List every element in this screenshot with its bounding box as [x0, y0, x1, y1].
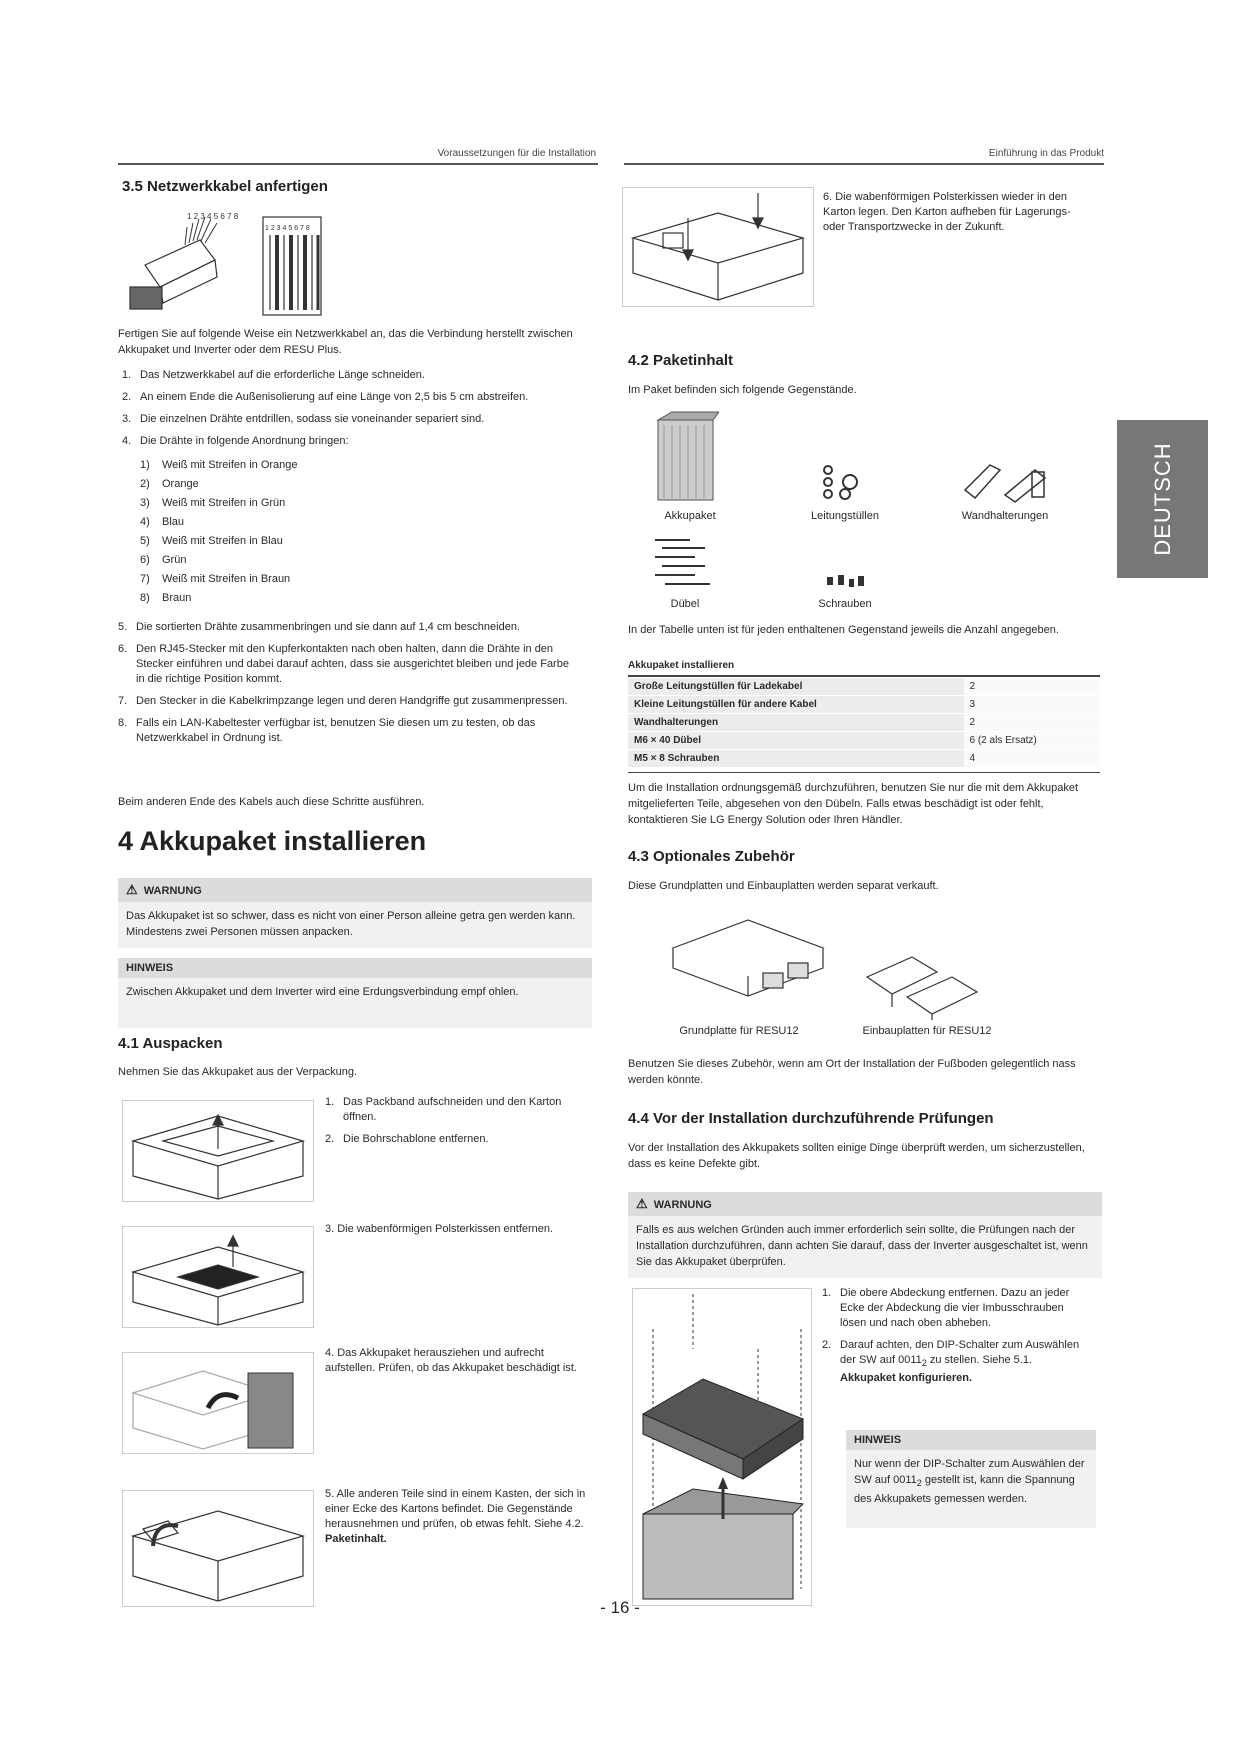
section-3-5-title: 3.5 Netzwerkkabel anfertigen	[122, 178, 328, 195]
caption-mounting-plates: Einbauplatten für RESU12	[862, 1025, 992, 1037]
table-bottom-rule	[628, 772, 1100, 773]
section-4-1-intro: Nehmen Sie das Akkupaket aus der Verpackung.	[118, 1066, 358, 1078]
section-4-3-intro: Diese Grundplatten und Einbauplatten werden separat verkauft.	[628, 880, 939, 892]
section-4-4-title: 4.4 Vor der Installation durchzuführende Prüfungen	[628, 1110, 994, 1127]
note-text: Nur wenn der DIP-Schalter zum Auswählen der SW auf $0011_2$ gestellt ist, kann die Spannung des Akkupakets gemessen werden.	[854, 1458, 1085, 1506]
list-item: 1. Das Packband aufschneiden und den Karton öffnen.	[325, 1096, 562, 1123]
list-item: 1. Das Netzwerkkabel auf die erforderliche Länge schneiden.	[122, 369, 425, 381]
rj45-connector-figure	[125, 205, 325, 320]
svg-text:1 2 3 4 5 6 7 8: 1 2 3 4 5 6 7 8	[187, 212, 239, 221]
note-label: HINWEIS	[846, 1430, 1096, 1450]
dowel-image	[650, 535, 720, 593]
header-right: Einführung in das Produkt	[988, 148, 1104, 159]
list-item: 7. Den Stecker in die Kabelkrimpzange legen und deren Handgriffe gut zusammenpressen.	[118, 695, 568, 707]
list-item: 3) Weiß mit Streifen in Grün	[140, 497, 286, 509]
check-steps	[822, 1286, 1086, 1393]
language-tab: DEUTSCH	[1117, 420, 1208, 578]
section-3-5-outro: Beim anderen Ende des Kabels auch diese Schritte ausführen.	[118, 796, 425, 808]
list-item: 2. Die Bohrschablone entfernen.	[325, 1133, 489, 1145]
battery-pack-image	[654, 410, 719, 505]
item-label-glands: Leitungstüllen	[811, 510, 879, 522]
list-item: 1) Weiß mit Streifen in Orange	[140, 459, 298, 471]
list-item: 8) Braun	[140, 592, 192, 604]
section-4-3-title: 4.3 Optionales Zubehör	[628, 848, 795, 865]
repack-figure	[622, 187, 814, 307]
section-4-2-outro: Um die Installation ordnungsgemäß durchzuführen, benutzen Sie nur die mit dem Akkupaket mitgelieferten Teile, abgesehen von den Dübeln. Falls etwas beschädigt ist oder fehlt, kontaktieren Sie LG Energy Solution oder Ihren Händler.	[628, 782, 1079, 826]
cover-removal-figure	[632, 1288, 812, 1606]
caption-base-plate: Grundplatte für RESU12	[679, 1025, 799, 1037]
header-left: Voraussetzungen für die Installation	[437, 148, 596, 159]
table-intro: In der Tabelle unten ist für jeden enthaltenen Gegenstand jeweils die Anzahl angegeben.	[628, 624, 1059, 636]
section-4-3-outro: Benutzen Sie dieses Zubehör, wenn am Ort der Installation der Fußboden gelegentlich nass werden könnte.	[628, 1058, 1076, 1086]
mounting-plate-image	[862, 952, 992, 1022]
unpack-step-6: 6. Die wabenförmigen Polsterkissen wieder in den Karton legen. Den Karton aufheben für Lagerungs- oder Transportzwecke in der Zukunft.	[823, 191, 1071, 233]
table-title: Akkupaket installieren	[628, 660, 735, 671]
warning-text: Das Akkupaket ist so schwer, dass es nicht von einer Person alleine getra gen werden kann. Mindestens zwei Personen müssen anpacken.	[126, 910, 576, 938]
note-box	[118, 958, 592, 1028]
list-item: 7) Weiß mit Streifen in Braun	[140, 573, 291, 585]
list-item: 6. Den RJ45-Stecker mit den Kupferkontakten nach oben halten, dann die Drähte in den Stecker einführen und dabei darauf achten, dass sie ausgerichtet bleiben und jede Farbe in die richtige Position kommt.	[118, 643, 569, 685]
page-number: - 16 -	[600, 1598, 640, 1617]
header-rule-left	[118, 163, 598, 165]
item-label-battery: Akkupaket	[664, 510, 716, 522]
list-item: 2. Darauf achten, den DIP-Schalter zum Auswählen der SW auf $0011_2$ zu stellen. Siehe 5.1. Akkupaket konfigurieren.	[822, 1339, 1080, 1385]
list-item: 4) Blau	[140, 516, 185, 528]
unpack-figure-3	[122, 1352, 314, 1454]
list-item: 8. Falls ein LAN-Kabeltester verfügbar ist, benutzen Sie diesen um zu testen, ob das Netzwerkkabel in Ordnung ist.	[118, 717, 536, 744]
list-item: 6) Grün	[140, 554, 187, 566]
section-4-4-intro: Vor der Installation des Akkupakets sollten einige Dinge überprüft werden, um sicherzustellen, dass es keine Defekte gibt.	[628, 1142, 1085, 1170]
unpack-step-3: 3. Die wabenförmigen Polsterkissen entfernen.	[325, 1223, 554, 1235]
table-row: Wandhalterungen 2	[628, 714, 1100, 732]
warning-box	[118, 878, 592, 948]
warning-label: WARNUNG	[143, 885, 202, 897]
item-label-dowels: Dübel	[670, 598, 700, 610]
table-row: M5 × 8 Schrauben 4	[628, 750, 1100, 768]
base-plate-image	[668, 918, 828, 1013]
unpack-figure-1	[122, 1100, 314, 1202]
warning-icon: ⚠	[126, 882, 138, 897]
cable-gland-image	[820, 462, 870, 502]
list-item: 3. Die einzelnen Drähte entdrillen, sodass sie voneinander separiert sind.	[122, 413, 485, 425]
note-label: HINWEIS	[118, 958, 592, 978]
list-item: 5) Weiß mit Streifen in Blau	[140, 535, 283, 547]
wire-order-list	[140, 458, 540, 610]
list-item: 2) Orange	[140, 478, 199, 490]
warning-label: WARNUNG	[653, 1199, 712, 1211]
table-top-rule	[628, 675, 1100, 677]
chapter-4-title: 4 Akkupaket installieren	[118, 826, 427, 856]
unpack-step-5: 5. Alle anderen Teile sind in einem Kasten, der sich in einer Ecke des Kartons befindet. Die Gegenstände herausnehmen und prüfen, ob etwas fehlt. Siehe 4.2. Paketinhalt.	[325, 1488, 586, 1545]
note-text: Zwischen Akkupaket und dem Inverter wird eine Erdungsverbindung empf ohlen.	[126, 986, 519, 998]
section-4-1-title: 4.1 Auspacken	[118, 1035, 223, 1052]
warning-icon: ⚠	[636, 1196, 648, 1211]
contents-table	[628, 678, 1100, 768]
pin-numbers: 1 2 3 4 5 6 7 8	[265, 225, 310, 232]
section-4-2-title: 4.2 Paketinhalt	[628, 352, 734, 369]
note-box-4-4	[846, 1430, 1096, 1528]
warning-box-4-4	[628, 1192, 1102, 1278]
item-label-screws: Schrauben	[818, 598, 872, 610]
list-item: 5. Die sortierten Drähte zusammenbringen und sie dann auf 1,4 cm beschneiden.	[118, 621, 521, 633]
table-row: Große Leitungstüllen für Ladekabel 2	[628, 678, 1100, 696]
unpack-figure-2	[122, 1226, 314, 1328]
cable-steps-list-2	[118, 620, 578, 753]
warning-text: Falls es aus welchen Gründen auch immer erforderlich sein sollte, die Prüfungen nach der Installation durchzuführen, dann achten Sie darauf, dass der Inverter ausgeschaltet ist, wenn Sie das Akkupaket überprüfen.	[636, 1224, 1088, 1268]
list-item: 1. Die obere Abdeckung entfernen. Dazu an jeder Ecke der Abdeckung die vier Imbusschrauben lösen und nach oben abheben.	[822, 1287, 1070, 1329]
section-4-2-intro: Im Paket befinden sich folgende Gegenstände.	[628, 384, 857, 396]
unpack-steps-1-2	[325, 1095, 597, 1154]
list-item: 4. Die Drähte in folgende Anordnung bringen:	[122, 435, 349, 447]
header-rule-right	[624, 163, 1104, 165]
cable-steps-list	[122, 368, 592, 456]
wall-bracket-image	[960, 460, 1050, 505]
list-item: 2. An einem Ende die Außenisolierung auf eine Länge von 2,5 bis 5 cm abstreifen.	[122, 391, 529, 403]
table-row: M6 × 40 Dübel 6 (2 als Ersatz)	[628, 732, 1100, 750]
section-3-5-intro: Fertigen Sie auf folgende Weise ein Netzwerkkabel an, das die Verbindung herstellt zwischen Akkupaket und Inverter oder dem RESU Plus.	[118, 328, 573, 356]
item-label-brackets: Wandhalterungen	[961, 510, 1049, 522]
unpack-step-4: 4. Das Akkupaket herausziehen und aufrecht aufstellen. Prüfen, ob das Akkupaket beschädigt ist.	[325, 1347, 577, 1374]
screw-image	[825, 572, 867, 590]
table-row: Kleine Leitungstüllen für andere Kabel 3	[628, 696, 1100, 714]
unpack-figure-4	[122, 1490, 314, 1607]
